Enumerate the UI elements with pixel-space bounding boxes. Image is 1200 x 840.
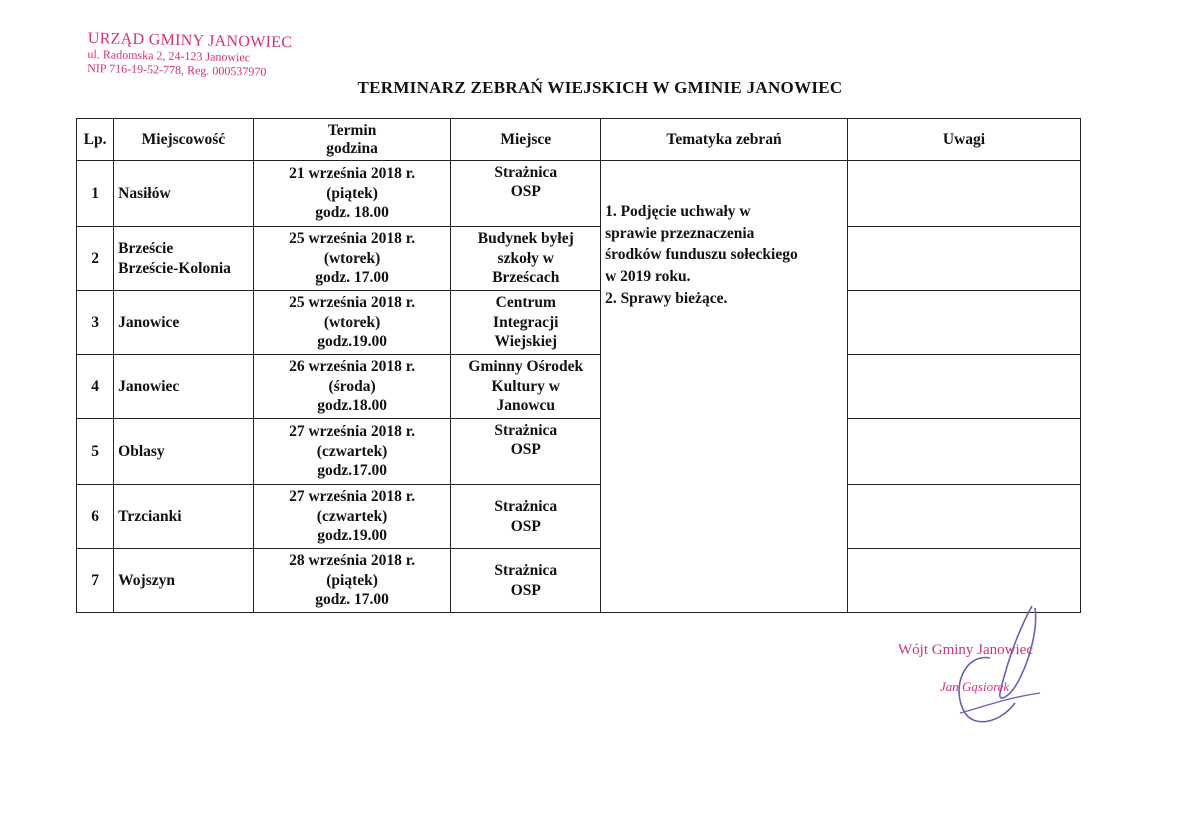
term-day: (wtorek) — [323, 249, 381, 267]
term-time: godz. 18.00 — [315, 204, 389, 222]
cell-lp: 1 — [77, 161, 114, 227]
term-date: 27 września 2018 r. — [289, 423, 416, 441]
place-line: Wojszyn — [118, 571, 175, 589]
cell-lp: 5 — [77, 419, 114, 485]
cell-term — [253, 549, 451, 613]
term-day: (piątek) — [326, 571, 378, 589]
topic-list — [605, 161, 843, 309]
term-date: 25 września 2018 r. — [289, 230, 416, 248]
term-day: (czwartek) — [316, 442, 388, 460]
term-date: 28 września 2018 r. — [289, 552, 416, 570]
cell-notes — [848, 355, 1081, 419]
signature-role: Wójt Gminy Janowiec — [898, 642, 1033, 658]
topic-item-1-line: w 2019 roku. — [605, 268, 691, 286]
place-line: Nasiłów — [118, 184, 171, 202]
term-day: (czwartek) — [316, 507, 388, 525]
header-lp: Lp. — [77, 119, 114, 161]
schedule-table — [76, 118, 1081, 613]
term-time: godz.19.00 — [317, 333, 387, 351]
location-line: Strażnica — [494, 498, 558, 516]
signature-stamp — [898, 642, 1033, 695]
location-line: Strażnica — [494, 562, 558, 580]
header-location: Miejsce — [451, 119, 601, 161]
stamp-office-name: URZĄD GMINY JANOWIEC — [87, 30, 293, 52]
term-date: 25 września 2018 r. — [289, 294, 416, 312]
cell-location — [451, 485, 601, 549]
header-term-line1: Termin — [327, 122, 377, 140]
cell-place — [114, 549, 254, 613]
table-row — [77, 227, 1081, 291]
stamp-ids: NIP 716-19-52-778, Reg. 000537970 — [87, 61, 267, 79]
cell-place — [114, 227, 254, 291]
header-place: Miejscowość — [114, 119, 254, 161]
cell-place — [114, 355, 254, 419]
stamp-address: ul. Radomska 2, 24-123 Janowiec — [87, 47, 251, 65]
topic-item-1-line: środków funduszu sołeckiego — [605, 246, 798, 264]
place-line: Janowiec — [118, 377, 180, 395]
cell-term — [253, 227, 451, 291]
cell-notes — [848, 419, 1081, 485]
cell-notes — [848, 291, 1081, 355]
topic-item-1-line: sprawie przeznaczenia — [605, 224, 755, 242]
header-topic: Tematyka zebrań — [601, 119, 848, 161]
cell-notes — [848, 227, 1081, 291]
topic-item-1-line: 1. Podjęcie uchwały w — [605, 203, 751, 220]
table-header-row — [77, 119, 1081, 161]
table-row — [77, 355, 1081, 419]
office-stamp — [87, 30, 292, 80]
term-time: godz.19.00 — [317, 527, 387, 545]
cell-term — [253, 355, 451, 419]
cell-lp: 2 — [77, 227, 114, 291]
location-line: Gminny Ośrodek — [468, 358, 584, 376]
cell-term — [253, 291, 451, 355]
cell-term — [253, 161, 451, 227]
cell-location — [451, 355, 601, 419]
cell-lp: 4 — [77, 355, 114, 419]
term-date: 26 września 2018 r. — [289, 358, 416, 376]
location-line: szkoły w — [497, 249, 554, 267]
term-date: 27 września 2018 r. — [289, 488, 416, 506]
place-line: Brzeście — [118, 240, 174, 258]
place-line: Trzcianki — [118, 507, 182, 525]
location-line: Budynek byłej — [477, 230, 574, 248]
location-line: Strażnica — [494, 422, 558, 439]
cell-location — [451, 161, 601, 227]
signature-name: Jan Gąsiorek — [940, 679, 1010, 694]
term-date: 21 września 2018 r. — [289, 165, 416, 183]
term-day: (wtorek) — [323, 313, 381, 331]
cell-notes — [848, 161, 1081, 227]
location-line: Centrum — [495, 294, 556, 312]
cell-location — [451, 549, 601, 613]
header-term-line2: godzina — [326, 139, 378, 157]
cell-place — [114, 485, 254, 549]
cell-place — [114, 161, 254, 227]
cell-location — [451, 291, 601, 355]
table-row — [77, 419, 1081, 485]
term-time: godz.18.00 — [317, 397, 387, 415]
location-line: Wiejskiej — [494, 333, 558, 351]
location-line: Brześcach — [492, 269, 560, 287]
document-title: TERMINARZ ZEBRAŃ WIEJSKICH W GMINIE JANOWIEC — [357, 78, 843, 97]
cell-term — [253, 485, 451, 549]
cell-lp: 3 — [77, 291, 114, 355]
cell-topic — [601, 161, 848, 613]
term-time: godz. 17.00 — [315, 591, 389, 609]
table-row — [77, 485, 1081, 549]
location-line: Kultury w — [491, 377, 560, 395]
location-line: OSP — [510, 183, 541, 201]
cell-term — [253, 419, 451, 485]
location-line: Integracji — [493, 313, 559, 331]
location-line: OSP — [510, 517, 541, 535]
cell-place — [114, 291, 254, 355]
cell-lp: 6 — [77, 485, 114, 549]
topic-item-2: 2. Sprawy bieżące. — [605, 289, 728, 307]
location-line: Strażnica — [494, 164, 558, 181]
term-time: godz. 17.00 — [315, 269, 389, 287]
place-line: Oblasy — [118, 442, 165, 460]
cell-location — [451, 419, 601, 485]
place-line: Janowice — [118, 313, 180, 331]
header-notes: Uwagi — [848, 119, 1081, 161]
cell-lp: 7 — [77, 549, 114, 613]
place-line: Brzeście-Kolonia — [118, 259, 231, 277]
term-time: godz.17.00 — [317, 462, 387, 480]
location-line: Janowcu — [496, 397, 556, 415]
location-line: OSP — [510, 441, 541, 459]
term-day: (środa) — [328, 377, 376, 395]
cell-place — [114, 419, 254, 485]
cell-notes — [848, 485, 1081, 549]
header-term — [253, 119, 451, 161]
table-row — [77, 161, 1081, 227]
term-day: (piątek) — [326, 184, 378, 202]
cell-location — [451, 227, 601, 291]
location-line: OSP — [510, 581, 541, 599]
table-row — [77, 291, 1081, 355]
